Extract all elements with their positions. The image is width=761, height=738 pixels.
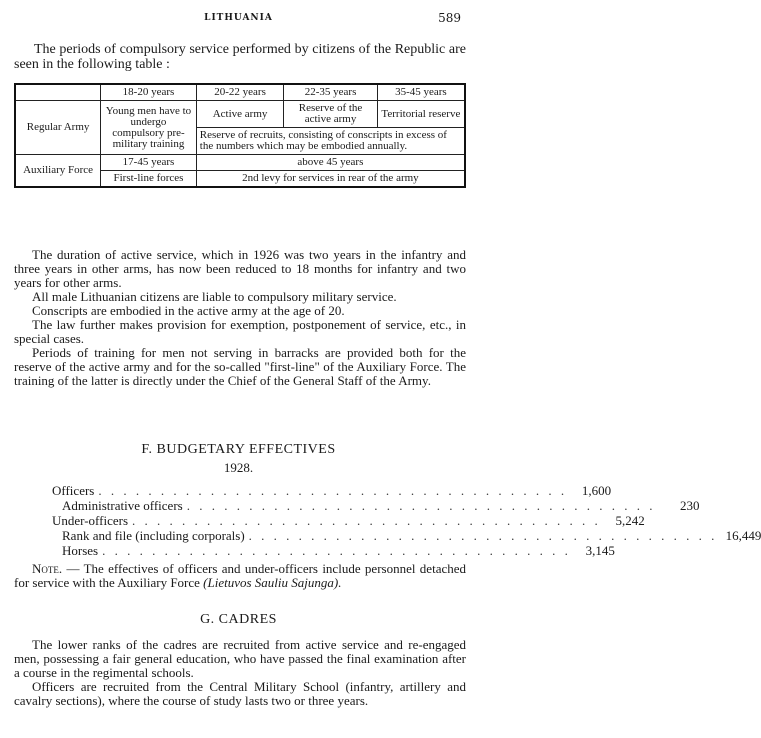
cadres-body-text	[14, 638, 466, 708]
service-periods-table	[14, 83, 466, 188]
paragraph: Officers are recruited from the Central Military School (infantry, artillery and cavalry sections), where the course of study lasts two or three years.	[14, 679, 466, 708]
budget-label: Rank and file (including corporals)	[62, 528, 245, 543]
header-18-20: 18-20 years	[101, 84, 197, 101]
budget-row	[52, 498, 700, 513]
table-header-row	[15, 84, 465, 101]
header-20-22: 20-22 years	[196, 84, 284, 101]
budget-value: 16,449	[725, 528, 761, 543]
paragraph: The law further makes provision for exemption, postponement of service, etc., in special cases.	[14, 317, 466, 346]
table-row	[15, 101, 465, 128]
territorial-cell: Territorial reserve	[377, 101, 465, 128]
budget-label: Administrative officers	[62, 498, 183, 513]
auxiliary-force-label: Auxiliary Force	[15, 155, 101, 188]
young-men-cell: Young men have to undergo compulsory pre-military training	[101, 101, 197, 155]
section-g-heading: G. CADRES	[200, 612, 277, 627]
header-22-35: 22-35 years	[284, 84, 378, 101]
page-number: 589	[438, 11, 461, 25]
budget-row	[52, 543, 615, 558]
table-row	[15, 155, 465, 171]
note-label: Note.	[32, 561, 63, 576]
running-header-title: LITHUANIA	[204, 13, 273, 23]
note-italic: (Lietuvos Sauliu Sajunga).	[203, 575, 342, 590]
reserve-active-cell: Reserve of the active army	[284, 101, 378, 128]
budget-value: 3,145	[585, 543, 615, 558]
paragraph: All male Lithuanian citizens are liable to compulsory military service.	[32, 289, 397, 304]
leader-dots: . . . . . . . . . . . . . . . . . . . . . . . . . . . . . . . . . . . . . .	[132, 513, 601, 528]
intro-paragraph: The periods of compulsory service performed by citizens of the Republic are seen in the following table :	[14, 42, 466, 72]
leader-dots: . . . . . . . . . . . . . . . . . . . . . . . . . . . . . . . . . . . . . .	[248, 528, 718, 543]
budget-value: 1,600	[581, 483, 612, 498]
active-army-cell: Active army	[196, 101, 284, 128]
budget-label: Officers	[52, 483, 95, 498]
budget-row	[52, 513, 645, 528]
budget-label: Under-officers	[52, 513, 129, 528]
section-f-year: 1928.	[223, 460, 254, 475]
budget-label: Horses	[62, 543, 99, 558]
budget-note	[14, 562, 466, 590]
leader-dots: . . . . . . . . . . . . . . . . . . . . . . . . . . . . . . . . . . . . . .	[186, 498, 656, 513]
budget-list	[52, 483, 761, 558]
service-body-text	[14, 248, 466, 388]
paragraph: Conscripts are embodied in the active army at the age of 20.	[32, 303, 345, 318]
section-f-heading: F. BUDGETARY EFFECTIVES	[141, 442, 336, 457]
leader-dots: . . . . . . . . . . . . . . . . . . . . . . . . . . . . . . . . . . . . . .	[102, 543, 571, 558]
budget-row	[52, 528, 761, 543]
aux-years-17-45: 17-45 years	[101, 155, 197, 171]
header-35-45: 35-45 years	[377, 84, 465, 101]
paragraph: The lower ranks of the cadres are recruited from active service and re-engaged men, possessing a fair general education, who have passed the final examination after a course in the regimental schools.	[14, 637, 466, 680]
leader-dots: . . . . . . . . . . . . . . . . . . . . . . . . . . . . . . . . . . . . . .	[98, 483, 568, 498]
budget-value: 230	[679, 498, 700, 513]
first-line-cell: First-line forces	[101, 171, 197, 188]
table-corner-cell	[15, 84, 101, 101]
reserve-recruits-cell: Reserve of recruits, consisting of conscripts in excess of the numbers which may be embodied annually.	[196, 128, 465, 155]
budget-value: 5,242	[615, 513, 645, 528]
regular-army-label: Regular Army	[15, 101, 101, 155]
aux-years-above-45: above 45 years	[196, 155, 465, 171]
paragraph: The duration of active service, which in 1926 was two years in the infantry and three years in other arms, has now been reduced to 18 months for infantry and two years for other arms.	[14, 247, 466, 290]
second-levy-cell: 2nd levy for services in rear of the army	[196, 171, 465, 188]
note-text: — The effectives of officers and under-officers include personnel detached for service with the Auxiliary Force	[14, 561, 466, 590]
paragraph: Periods of training for men not serving in barracks are provided both for the reserve of the active army and for the so-called "first-line" of the Auxiliary Force. The training of the latter is directly under the Chief of the General Staff of the Army.	[14, 345, 466, 388]
budget-row	[52, 483, 612, 498]
